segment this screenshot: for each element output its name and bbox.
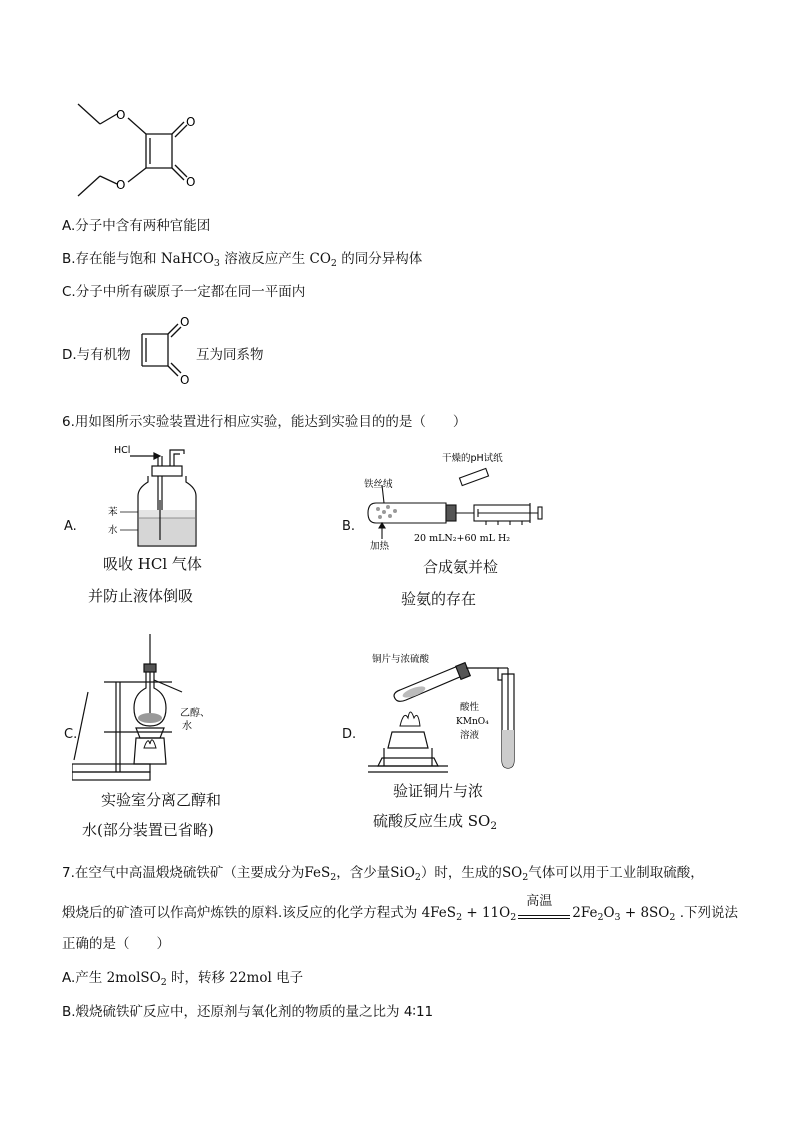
ethanol-label: 乙醇、: [180, 708, 210, 719]
q7-option-a: A.产生 2molSO$_2$ 时，转移 22mol 电子: [62, 970, 304, 988]
oxygen-label: O: [116, 178, 126, 192]
oxygen-label: O: [186, 115, 196, 129]
figure-d-caption-line1: 验证铜片与浓: [393, 782, 484, 800]
figure-c-caption-line2: 水(部分装置已省略): [82, 821, 214, 839]
q7-line2: 煅烧后的矿渣可以作高炉炼铁的原料.该反应的化学方程式为 $4FeS_2 + 11O_2$ 高温 $2Fe_2O_3 + 8SO_2$ .下列说法: [62, 893, 738, 923]
chemical-equation: $4FeS_2 + 11O_2$ 高温 $2Fe_2O_3 + 8SO_2$: [421, 893, 676, 923]
water-label: 水: [108, 525, 118, 536]
ph-paper-label: 干燥的pH试纸: [442, 453, 503, 464]
figure-b-letter: B.: [342, 519, 356, 534]
figure-a-hcl-absorption-apparatus: [108, 440, 218, 552]
reaction-arrow: 高温: [516, 907, 572, 921]
q7-line3: 正确的是（ ）: [62, 936, 170, 952]
q7-line1: 7.在空气中高温煅烧硫铁矿（主要成分为FeS$_2$，含少量SiO$_2$）时，生成的$SO_2$气体可以用于工业制取硫酸，: [62, 865, 704, 883]
benzene-label: 苯: [108, 507, 118, 518]
water-label: 水: [182, 721, 192, 732]
heat-label: 加热: [370, 541, 390, 551]
gas-mixture-label: 20 mLN₂+60 mL H₂: [414, 533, 511, 544]
figure-c-letter: C.: [64, 727, 78, 742]
oxygen-label: O: [180, 315, 190, 329]
hcl-label: HCl: [114, 445, 131, 456]
kmno4-label-line1: 酸性: [460, 702, 480, 713]
figure-b-ammonia-synthesis-apparatus: [362, 447, 558, 551]
kmno4-label-line3: 溶液: [460, 730, 480, 741]
iron-wool-label: 铁丝绒: [364, 479, 393, 490]
reactants-label: 铜片与浓硫酸: [372, 654, 430, 665]
oxygen-label: O: [186, 175, 196, 189]
figure-c-distillation-apparatus: [72, 632, 242, 786]
q7-option-b: B.煅烧硫铁矿反应中，还原剂与氧化剂的物质的量之比为 4∶11: [62, 1004, 434, 1020]
figure-b-caption-line2: 验氨的存在: [401, 590, 477, 608]
q5-option-d-suffix: 互为同系物: [196, 347, 264, 363]
figure-a-letter: A.: [64, 519, 77, 534]
q5-option-d: D.与有机物: [62, 347, 131, 363]
figure-a-caption-line2: 并防止液体倒吸: [88, 587, 194, 605]
q5-option-b: B.存在能与饱和 NaHCO$_3$ 溶液反应产生 $CO_2$ 的同分异构体: [62, 251, 423, 269]
figure-c-caption-line1: 实验室分离乙醇和: [101, 791, 222, 809]
kmno4-label-line2: KMnO₄: [456, 717, 489, 727]
q5-option-a: A.分子中含有两种官能团: [62, 218, 211, 234]
figure-d-caption-line2: 硫酸反应生成 $SO_2$: [373, 812, 498, 832]
figure-a-caption-line1: 吸收 HCl 气体: [103, 555, 202, 573]
figure-b-caption-line1: 合成氨并检: [423, 558, 499, 576]
figure-d-so2-verification-apparatus: [362, 650, 538, 778]
cyclobutenedione-structure: [134, 312, 198, 388]
q6-stem: 6.用如图所示实验装置进行相应实验，能达到实验目的的是（ ）: [62, 414, 467, 430]
q5-option-c: C.分子中所有碳原子一定都在同一平面内: [62, 284, 306, 300]
oxygen-label: O: [116, 108, 126, 122]
diethoxy-cyclobutenedione-structure: [62, 92, 222, 202]
oxygen-label: O: [180, 373, 190, 387]
figure-d-letter: D.: [342, 727, 357, 742]
